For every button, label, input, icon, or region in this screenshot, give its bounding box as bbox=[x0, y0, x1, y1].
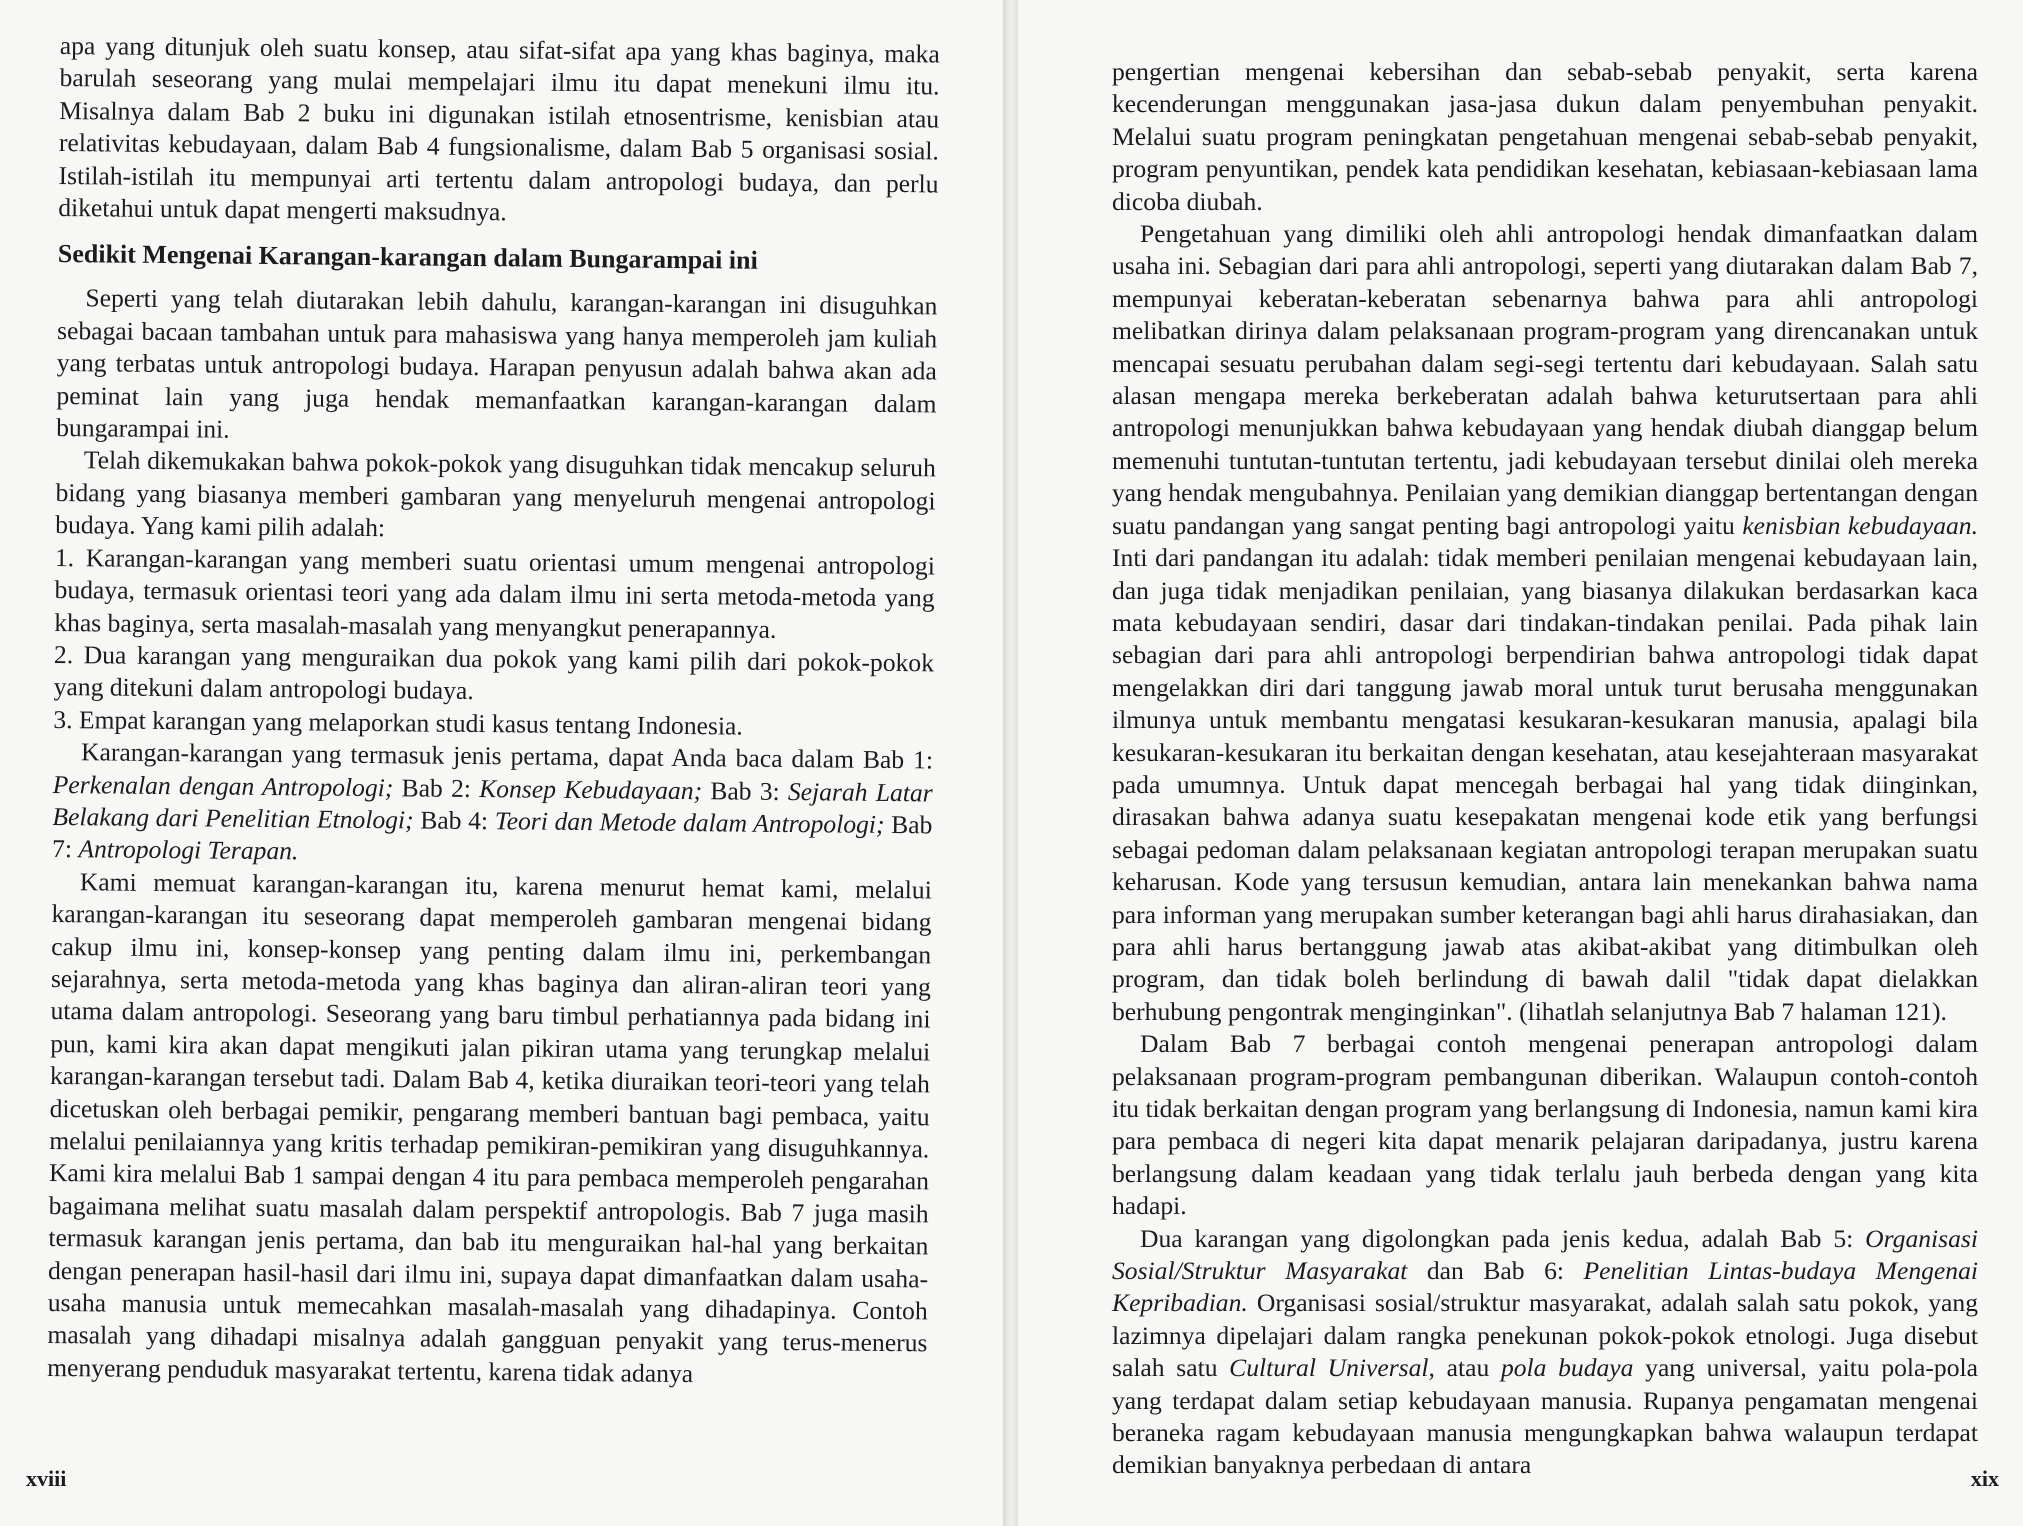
text-run: Pengetahuan yang dimiliki oleh ahli antropologi hendak dimanfaatkan dalam usaha ini. Sebagian dari para ahli antropologi, seperti yang diutarakan dalam Bab 7, mempunyai keberatan-keberatan sebenarnya bahwa para ahli antropologi melibatkan dirinya dalam pelaksanaan program-program yang direncanakan untuk mencapai sesuatu perubahan dalam segi-segi tertentu dari kebudayaan. Salah satu alasan mengapa mereka berkeberatan adalah bahwa keturutsertaan para ahli antropologi menunjukkan bahwa kebudayaan yang hendak diubah dianggap belum memenuhi tuntutan-tuntutan tertentu, jadi kebudayaan tersebut dinilai oleh mereka yang hendak mengubahnya. Penilaian yang demikian dianggap bertentangan dengan suatu pandangan yang sangat penting bagi antropologi yaitu bbox=[1112, 219, 1978, 540]
left-page bbox=[0, 0, 1003, 1526]
paragraph: apa yang ditunjuk oleh suatu konsep, atau sifat-sifat apa yang khas baginya, maka barulah seseorang yang mulai mempelajari ilmu itu dapat menekuni ilmu itu. Misalnya dalam Bab 2 buku ini digunakan istilah etnosentrisme, kenisbian atau relativitas kebudayaan, dalam Bab 4 fungsionalisme, dalam Bab 5 organisasi sosial. Istilah-istilah itu mempunyai arti tertentu dalam antropologi budaya, dan perlu diketahui untuk dapat mengerti maksudnya. bbox=[58, 30, 940, 227]
italic-title: Antropologi Terapan. bbox=[78, 834, 299, 866]
text-run: dan Bab 6: bbox=[1407, 1256, 1584, 1286]
list-item: 1. Karangan-karangan yang memberi suatu orientasi umum mengenai antropologi budaya, termasuk orientasi teori yang ada dalam ilmu ini serta metoda-metoda yang khas baginya, serta masalah-masalah yang menyangkut penerapannya. bbox=[54, 542, 936, 644]
paragraph bbox=[52, 736, 933, 874]
italic-title: Konsep Kebudayaan; bbox=[479, 773, 703, 805]
list-item: 3. Empat karangan yang melaporkan studi kasus tentang Indonesia. bbox=[53, 704, 743, 741]
text-run: Bab 3: bbox=[701, 775, 789, 806]
text-run: Dua karangan yang digolongkan pada jenis kedua, adalah Bab 5: bbox=[1140, 1223, 1866, 1253]
italic-title: Perkenalan dengan Antropologi; bbox=[52, 769, 394, 802]
italic-title: Teori dan Metode dalam Antropologi; bbox=[494, 806, 885, 839]
paragraph: Dalam Bab 7 berbagai contoh mengenai penerapan antropologi dalam pelaksanaan program-program pembangunan diberikan. Walaupun contoh-contoh itu tidak berkaitan dengan program yang berlangsung di Indonesia, namun kami kira para pembaca di negeri kita dapat menarik pelajaran daripadanya, justru karena berlangsung dalam keadaan yang tidak terlalu jauh berbeda dengan yang kita hadapi. bbox=[1112, 1029, 1978, 1221]
book-gutter bbox=[1003, 0, 1018, 1526]
left-page-text bbox=[47, 30, 940, 1393]
right-page-text bbox=[1112, 56, 1978, 1482]
section-heading: Sedikit Mengenai Karangan-karangan dalam Bungarampai ini bbox=[57, 239, 758, 276]
italic-title: Penelitian Lintas-budaya Mengenai Kepribadian. bbox=[1112, 1256, 1978, 1318]
text-run: atau bbox=[1434, 1353, 1501, 1383]
italic-term: pola budaya bbox=[1500, 1353, 1634, 1383]
italic-title: Organisasi Sosial/Struktur Masyarakat bbox=[1112, 1223, 1978, 1286]
paragraph bbox=[1112, 1223, 1978, 1482]
paragraph: Kami memuat karangan-karangan itu, karena menurut hemat kami, melalui karangan-karangan itu seseorang dapat memperoleh gambaran mengenai bidang cakup ilmu ini, konsep-konsep yang penting dalam ilmu ini, perkembangan sejarahnya, serta metoda-metoda yang khas baginya dan aliran-aliran teori yang utama dalam antropologi. Seseorang yang baru timbul perhatiannya pada bidang ini pun, kami kira akan dapat mengikuti jalan pikiran utama yang terungkap melalui karangan-karangan tersebut tadi. Dalam Bab 4, ketika diuraikan teori-teori yang telah dicetuskan oleh berbagai pemikir, pengarang memberi bantuan bagi pembaca, yaitu melalui penilaiannya yang kritis terhadap pemikiran-pemikiran yang disuguhkannya. Kami kira melalui Bab 1 sampai dengan 4 itu para pembaca memperoleh pengarahan bagaimana melihat suatu masalah dalam perspektif antropologis. Bab 7 juga masih termasuk karangan jenis pertama, dan bab itu menguraikan hal-hal yang berkaitan dengan penerapan hasil-hasil dari ilmu ini, supaya dapat dimanfaatkan dalam usaha-usaha manusia untuk memecahkan masalah-masalah yang dihadapinya. Contoh masalah yang dihadapi misalnya adalah gangguan penyakit yang terus-menerus menyerang penduduk masyarakat tertentu, karena tidak adanya bbox=[47, 866, 932, 1388]
italic-term: Cultural Universal, bbox=[1229, 1353, 1435, 1383]
paragraph: pengertian mengenai kebersihan dan sebab-sebab penyakit, serta karena kecenderungan menggunakan jasa-jasa dukun dalam penyembuhan penyakit. Melalui suatu program peningkatan pengetahuan mengenai sebab-sebab penyakit, program penyuntikan, pendek kata pendidikan kesehatan, kebiasaan-kebiasaan lama dicoba diubah. bbox=[1112, 57, 1978, 216]
text-run: yang universal, yaitu pola-pola yang terdapat dalam setiap kebudayaan manusia. Rupanya pengamatan mengenai beraneka ragam kebudayaan manusia mengungkapkan bahwa walaupun terdapat demikian banyaknya perbedaan di antara bbox=[1112, 1353, 1978, 1480]
text-run: Karangan-karangan yang termasuk jenis pertama, dapat Anda baca dalam Bab 1: bbox=[80, 737, 934, 775]
page-number: xix bbox=[1970, 1466, 1999, 1491]
list-item: 2. Dua karangan yang menguraikan dua pokok yang kami pilih dari pokok-pokok yang ditekuni dalam antropologi budaya. bbox=[53, 639, 935, 706]
text-run: Organisasi sosial/struktur masyarakat, adalah salah satu pokok, yang lazimnya dipelajari dalam rangka penekunan pokok-pokok etnologi. Juga disebut salah satu bbox=[1112, 1288, 1978, 1383]
paragraph: Seperti yang telah diutarakan lebih dahulu, karangan-karangan ini disuguhkan sebagai bacaan tambahan untuk para mahasiswa yang hanya memperoleh jam kuliah yang terbatas untuk antropologi budaya. Harapan penyusun adalah bahwa akan ada peminat lain yang juga hendak memanfaatkan karangan-karangan dalam bungarampai ini. bbox=[56, 283, 938, 444]
paragraph bbox=[1112, 218, 1978, 1028]
italic-title: Sejarah Latar Belakang dari Penelitian Etnologi; bbox=[52, 776, 933, 835]
right-page bbox=[1018, 0, 2023, 1526]
text-run: Inti dari pandangan itu adalah: tidak memberi penilaian mengenai kebudayaan lain, dan juga tidak menjadikan penilaian, yang biasanya dilakukan berdasarkan kaca mata kebudayaan sendiri, dasar dari tindakan-tindakan penilai. Pada pihak lain sebagian dari para ahli antropologi berpendirian bahwa antropologi tidak dapat mengelakkan diri dari tanggung jawab moral untuk turut berusaha menggunakan ilmunya untuk membantu mengatasi kesukaran-kesukaran manusia, apalagi bila kesukaran-kesukaran itu berkaitan dengan kesehatan, atau kesejahteraan masyarakat pada umumnya. Untuk dapat mencegah berbagai hal yang tidak diinginkan, dirasakan bahwa adanya suatu kesepakatan mengenai kode etik yang berfungsi sebagai pedoman dalam pelaksanaan kegiatan antropologi terapan merupakan suatu keharusan. Kode yang tersusun kemudian, antara lain menekankan bahwa nama para informan yang merupakan sumber keterangan bagi ahli harus dirahasiakan, dan para ahli harus bertanggung jawab atas akibat-akibat yang ditimbulkan oleh program, dan tidak boleh berlindung di bawah dalil "tidak dapat dielakkan berhubung pengontrak menginginkan". (lihatlah selanjutnya Bab 7 halaman 121). bbox=[1112, 543, 1978, 1026]
text-run: Bab 4: bbox=[413, 805, 495, 836]
italic-term: kenisbian kebudayaan. bbox=[1742, 510, 1978, 540]
page-number: xviii bbox=[26, 1466, 67, 1491]
text-run: Bab 7: bbox=[52, 809, 933, 864]
text-run: Bab 2: bbox=[393, 772, 480, 803]
paragraph: Telah dikemukakan bahwa pokok-pokok yang disuguhkan tidak mencakup seluruh bidang yang biasanya memberi gambaran yang menyeluruh mengenai antropologi budaya. Yang kami pilih adalah: bbox=[55, 445, 936, 543]
